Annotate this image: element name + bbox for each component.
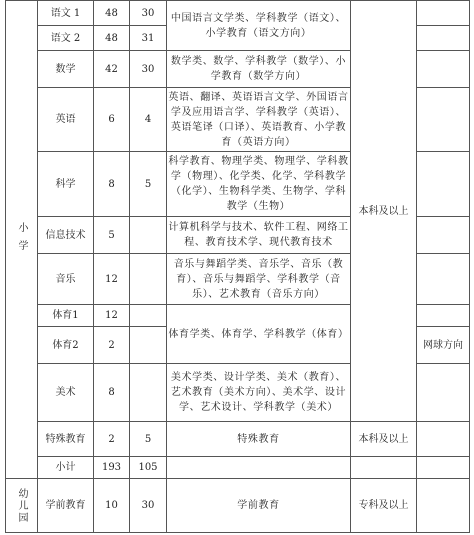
subject-cell: 小计 bbox=[38, 457, 94, 479]
notes-cell bbox=[417, 217, 470, 254]
count-a-cell: 48 bbox=[94, 1, 130, 26]
subject-cell: 语文 1 bbox=[38, 1, 94, 26]
count-a-cell: 6 bbox=[94, 88, 130, 152]
count-a-cell: 42 bbox=[94, 51, 130, 88]
count-a-cell: 12 bbox=[94, 254, 130, 305]
notes-cell bbox=[417, 26, 470, 51]
count-b-cell: 30 bbox=[130, 479, 167, 533]
education-cell: 专科及以上 bbox=[351, 479, 417, 533]
notes-cell: 网球方向 bbox=[417, 327, 470, 364]
subject-cell: 体育2 bbox=[38, 327, 94, 364]
subject-cell: 特殊教育 bbox=[38, 422, 94, 457]
count-a-cell: 193 bbox=[94, 457, 130, 479]
majors-cell: 美术学类、设计学类、美术（教育）、艺术教育（美术方向）、美术学、设计学、艺术设计、学科教学（美术） bbox=[167, 364, 351, 422]
education-cell: 本科及以上 bbox=[351, 422, 417, 457]
notes-cell bbox=[417, 305, 470, 327]
count-b-cell bbox=[130, 254, 167, 305]
count-b-cell bbox=[130, 364, 167, 422]
notes-cell bbox=[417, 364, 470, 422]
notes-cell bbox=[417, 254, 470, 305]
count-a-cell: 2 bbox=[94, 327, 130, 364]
subject-cell: 语文 2 bbox=[38, 26, 94, 51]
majors-cell: 科学教育、物理学类、物理学、学科教学（物理）、化学类、化学、学科教学（化学）、生物科学类、生物学、学科教学（生物） bbox=[167, 152, 351, 217]
notes-cell bbox=[417, 88, 470, 152]
count-b-cell: 5 bbox=[130, 422, 167, 457]
majors-cell: 音乐与舞蹈学类、音乐学、音乐（教育）、音乐与舞蹈学、学科教学（音乐）、艺术教育（音乐方向） bbox=[167, 254, 351, 305]
count-a-cell: 2 bbox=[94, 422, 130, 457]
majors-cell: 中国语言文学类、学科教学（语文）、小学教育（语文方向） bbox=[167, 1, 351, 51]
count-b-cell bbox=[130, 217, 167, 254]
count-b-cell: 5 bbox=[130, 152, 167, 217]
count-b-cell: 31 bbox=[130, 26, 167, 51]
table-row bbox=[6, 479, 470, 533]
count-a-cell: 48 bbox=[94, 26, 130, 51]
notes-cell bbox=[417, 422, 470, 457]
majors-cell: 学前教育 bbox=[167, 479, 351, 533]
subject-cell: 科学 bbox=[38, 152, 94, 217]
count-b-cell bbox=[130, 327, 167, 364]
notes-cell bbox=[417, 1, 470, 26]
count-a-cell: 12 bbox=[94, 305, 130, 327]
region-kindergarten: 幼儿园 bbox=[6, 479, 38, 533]
region-primary: 小学 bbox=[6, 1, 38, 479]
education-cell: 本科及以上 bbox=[351, 1, 417, 422]
subject-cell: 学前教育 bbox=[38, 479, 94, 533]
notes-cell bbox=[417, 152, 470, 217]
subject-cell: 数学 bbox=[38, 51, 94, 88]
majors-cell: 数学类、数学、学科教学（数学）、小学教育（数学方向） bbox=[167, 51, 351, 88]
majors-cell: 特殊教育 bbox=[167, 422, 351, 457]
table-row bbox=[6, 1, 470, 26]
count-b-cell: 30 bbox=[130, 1, 167, 26]
education-cell bbox=[351, 457, 417, 479]
count-a-cell: 10 bbox=[94, 479, 130, 533]
notes-cell bbox=[417, 51, 470, 88]
subject-cell: 信息技术 bbox=[38, 217, 94, 254]
subject-cell: 英语 bbox=[38, 88, 94, 152]
majors-cell: 英语、翻译、英语语言文学、外国语言学及应用语言学、学科教学（英语）、英语笔译（口译）、英语教育、小学教育（英语方向） bbox=[167, 88, 351, 152]
count-b-cell: 105 bbox=[130, 457, 167, 479]
table-row bbox=[6, 422, 470, 457]
subject-cell: 美术 bbox=[38, 364, 94, 422]
notes-cell bbox=[417, 457, 470, 479]
subject-cell: 体育1 bbox=[38, 305, 94, 327]
count-a-cell: 8 bbox=[94, 152, 130, 217]
table-row bbox=[6, 457, 470, 479]
count-b-cell: 4 bbox=[130, 88, 167, 152]
count-a-cell: 8 bbox=[94, 364, 130, 422]
majors-cell bbox=[167, 457, 351, 479]
subject-cell: 音乐 bbox=[38, 254, 94, 305]
count-a-cell: 5 bbox=[94, 217, 130, 254]
notes-cell bbox=[417, 479, 470, 533]
count-b-cell: 30 bbox=[130, 51, 167, 88]
count-b-cell bbox=[130, 305, 167, 327]
majors-cell: 计算机科学与技术、软件工程、网络工程、教育技术学、现代教育技术 bbox=[167, 217, 351, 254]
recruitment-table bbox=[5, 0, 470, 533]
majors-cell: 体育学类、体育学、学科教学（体育） bbox=[167, 305, 351, 364]
